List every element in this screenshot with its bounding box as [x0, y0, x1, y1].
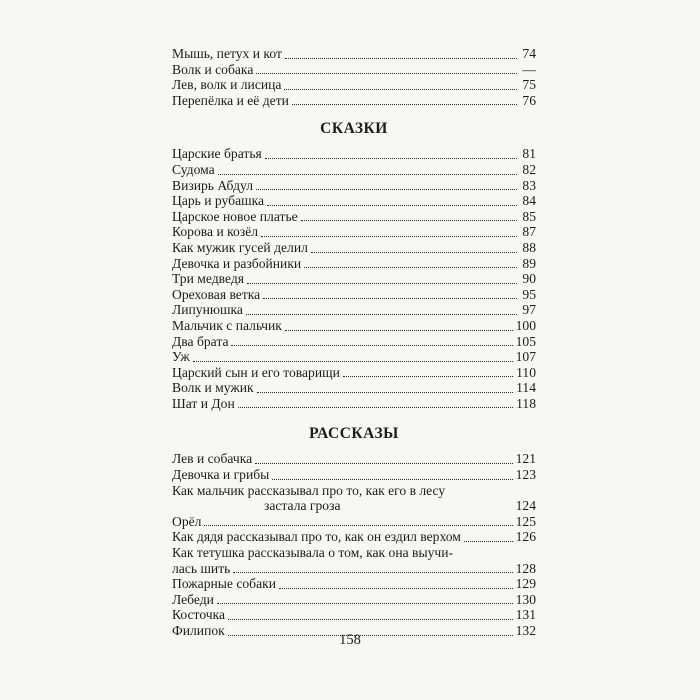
toc-entry-page: 131 [515, 607, 536, 623]
toc-entry-title: Лев, волк и лисица [172, 77, 282, 93]
toc-entry-page: 75 [522, 77, 536, 93]
toc-entry-page: 81 [522, 146, 536, 162]
section-heading: РАССКАЗЫ [309, 425, 399, 443]
toc-entry-page: 125 [515, 513, 536, 529]
toc-entry-title: Шат и Дон [172, 395, 235, 411]
dot-leader [285, 58, 517, 59]
toc-entry [172, 318, 536, 334]
toc-entry [172, 193, 536, 209]
toc-entry-title: Девочка и разбойники [172, 255, 302, 271]
toc-entry-title: Как дядя рассказывал про то, как он ездил верхом [172, 529, 461, 545]
dot-leader [284, 89, 517, 90]
dot-leader [265, 158, 517, 159]
toc-entry-line2 [172, 498, 536, 514]
toc-entry-title: Девочка и грибы [172, 467, 270, 483]
toc-entry [172, 365, 536, 381]
toc-entry-title: Царь и рубашка [172, 193, 265, 209]
toc-entry-title: Два брата [172, 333, 229, 349]
toc-entry-page: 82 [522, 161, 536, 177]
toc-entry-title: Как тетушка рассказывала о том, как она выучи- [172, 545, 454, 561]
dot-leader [256, 73, 517, 74]
toc-entry-page: 126 [515, 529, 536, 545]
toc-entry-title: Уж [172, 349, 190, 365]
toc-entry-title: Пожарные собаки [172, 576, 276, 592]
dot-leader [311, 252, 517, 253]
dot-leader [272, 479, 512, 480]
toc-entry [172, 256, 536, 272]
toc-entry-title: Орёл [172, 513, 202, 529]
toc-entry [172, 287, 536, 303]
toc-entry-title: Липунюшка [172, 302, 243, 318]
toc-entry-title: Филипок [172, 623, 225, 638]
dot-leader [285, 330, 513, 331]
toc-entry-page: 76 [522, 92, 536, 108]
toc-entry-page: 114 [516, 380, 536, 396]
dot-leader [292, 104, 517, 105]
toc-entry-title: Корова и козёл [172, 224, 259, 240]
dot-leader [238, 407, 513, 408]
toc-entry-title: Мышь, петух и кот [172, 46, 282, 61]
toc-entry-page: 95 [522, 286, 536, 302]
toc-entry [172, 271, 536, 287]
toc-entry-title: Как мальчик рассказывал про то, как его в лесу [172, 482, 446, 498]
dot-leader [247, 283, 517, 284]
toc-entry [172, 209, 536, 225]
toc-entry [172, 146, 536, 162]
dot-leader [233, 572, 512, 573]
dot-leader [231, 345, 512, 346]
toc-entry [172, 545, 536, 576]
toc-entry-page: 123 [515, 467, 536, 483]
dot-leader [267, 205, 517, 206]
toc-entry [172, 240, 536, 256]
toc-entry [172, 178, 536, 194]
toc-entry [172, 529, 536, 545]
toc-entry-title: Перепёлка и её дети [172, 92, 289, 108]
toc-section [172, 112, 536, 411]
toc-entry [172, 483, 536, 514]
toc-entry [172, 302, 536, 318]
toc-entry-page: 87 [522, 224, 536, 240]
toc-entry [172, 467, 536, 483]
toc-entry-title: Мальчик с пальчик [172, 317, 282, 333]
dot-leader [343, 376, 513, 377]
toc-entry-title: Как мужик гусей делил [172, 239, 308, 255]
toc-entry [172, 334, 536, 350]
dot-leader [255, 463, 512, 464]
toc-entry-title-continued: лась шить [172, 560, 231, 576]
toc-entry-page: 88 [522, 239, 536, 255]
toc-entry-page: 90 [522, 271, 536, 287]
toc-entry [172, 576, 536, 592]
dot-leader [218, 174, 517, 175]
toc-entry-title: Царский сын и его товарищи [172, 364, 340, 380]
toc-entry-page: — [522, 61, 536, 77]
dot-leader [217, 603, 513, 604]
toc-entry [172, 46, 536, 62]
dot-leader [256, 189, 517, 190]
toc-entry [172, 592, 536, 608]
toc-entry-title: Лев и собачка [172, 451, 253, 467]
toc-entry-line2 [172, 561, 536, 577]
dot-leader [193, 361, 513, 362]
toc-entry-page: 97 [522, 302, 536, 318]
dot-leader [257, 392, 513, 393]
toc-entry [172, 396, 536, 412]
toc-entry-page: 83 [522, 177, 536, 193]
toc-entry-title: Косточка [172, 607, 226, 623]
table-of-contents [172, 46, 536, 639]
toc-entry-page: 110 [516, 364, 536, 380]
toc-entry [172, 77, 536, 93]
page-number: 158 [339, 632, 361, 648]
toc-entry-page: 100 [515, 317, 536, 333]
toc-entry-page: 74 [522, 46, 536, 61]
dot-leader [279, 588, 513, 589]
toc-entry [172, 93, 536, 109]
toc-entry [172, 380, 536, 396]
dot-leader [228, 619, 513, 620]
toc-entry-page: 124 [515, 498, 536, 514]
toc-entry-page: 118 [516, 395, 536, 411]
toc-entry-title: Царское новое платье [172, 208, 298, 224]
dot-leader [246, 314, 517, 315]
toc-entry-page: 85 [522, 208, 536, 224]
dot-leader [261, 236, 517, 237]
toc-entry-title: Волк и мужик [172, 380, 254, 396]
toc-entry-title-continued: застала гроза [264, 498, 341, 514]
toc-entry-page: 130 [515, 591, 536, 607]
toc-entry-title: Визирь Абдул [172, 177, 253, 193]
toc-entry-page: 121 [515, 451, 536, 467]
toc-entry-page: 84 [522, 193, 536, 209]
toc-entry [172, 224, 536, 240]
toc-entry-title: Судома [172, 161, 215, 177]
toc-entry-page: 132 [515, 623, 536, 638]
section-heading: СКАЗКИ [320, 120, 388, 138]
toc-entry [172, 62, 536, 78]
toc-entry-title: Царские братья [172, 146, 262, 162]
toc-entry [172, 607, 536, 623]
toc-entry [172, 451, 536, 467]
toc-entry-title: Ореховая ветка [172, 286, 261, 302]
toc-entry-title: Волк и собака [172, 61, 254, 77]
toc-entry-title: Лебеди [172, 591, 214, 607]
dot-leader [304, 267, 517, 268]
dot-leader [204, 525, 512, 526]
dot-leader [464, 541, 513, 542]
toc-section [172, 417, 536, 638]
toc-entry-page: 107 [515, 349, 536, 365]
toc-entry-title: Три медведя [172, 271, 244, 287]
toc-entry-page: 128 [515, 560, 536, 576]
dot-leader [263, 298, 517, 299]
toc-entry-page: 129 [515, 576, 536, 592]
toc-entry [172, 349, 536, 365]
dot-leader [301, 220, 517, 221]
toc-entry-page: 89 [522, 255, 536, 271]
toc-entry [172, 514, 536, 530]
toc-entry-page: 105 [515, 333, 536, 349]
toc-entry [172, 162, 536, 178]
